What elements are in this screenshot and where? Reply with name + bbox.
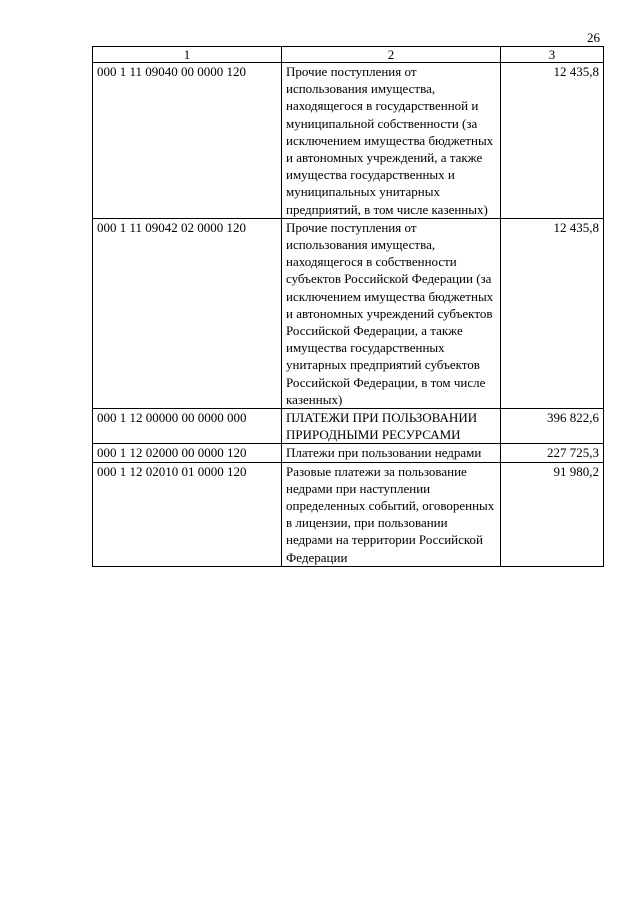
column-header-1: 1 <box>93 47 282 63</box>
page-number: 26 <box>587 30 600 45</box>
column-header-2: 2 <box>282 47 501 63</box>
revenue-name-cell: Разовые платежи за пользование недрами при наступлении определенных событий, оговоренных в лицензии, при пользовании недрами на территории Российской Федерации <box>282 462 501 566</box>
budget-code-cell: 000 1 12 02010 01 0000 120 <box>93 462 282 566</box>
revenue-name-cell: Прочие поступления от использования имущества, находящегося в собственности субъектов Российской Федерации (за исключением имущества бюджетных и автономных учреждений субъектов Российской Федерации, а также имущества государственных унитарных предприятий субъектов Российской Федерации, в том числе казенных) <box>282 218 501 408</box>
table-row <box>93 409 604 444</box>
table-row <box>93 462 604 566</box>
table-row <box>93 444 604 462</box>
table-row <box>93 218 604 408</box>
revenue-name-cell: ПЛАТЕЖИ ПРИ ПОЛЬЗОВАНИИ ПРИРОДНЫМИ РЕСУРСАМИ <box>282 409 501 444</box>
budget-code-cell: 000 1 11 09042 02 0000 120 <box>93 218 282 408</box>
amount-cell: 91 980,2 <box>501 462 604 566</box>
amount-cell: 12 435,8 <box>501 63 604 219</box>
budget-code-cell: 000 1 12 00000 00 0000 000 <box>93 409 282 444</box>
amount-cell: 12 435,8 <box>501 218 604 408</box>
table-row <box>93 63 604 219</box>
budget-revenue-table <box>92 46 604 567</box>
budget-code-cell: 000 1 11 09040 00 0000 120 <box>93 63 282 219</box>
column-header-3: 3 <box>501 47 604 63</box>
revenue-name-cell: Платежи при пользовании недрами <box>282 444 501 462</box>
amount-cell: 227 725,3 <box>501 444 604 462</box>
revenue-name-cell: Прочие поступления от использования имущества, находящегося в государственной и муниципальной собственности (за исключением имущества бюджетных и автономных учреждений, а также имущества государственных и муниципальных унитарных предприятий, в том числе казенных) <box>282 63 501 219</box>
amount-cell: 396 822,6 <box>501 409 604 444</box>
budget-code-cell: 000 1 12 02000 00 0000 120 <box>93 444 282 462</box>
table-header-row <box>93 47 604 63</box>
